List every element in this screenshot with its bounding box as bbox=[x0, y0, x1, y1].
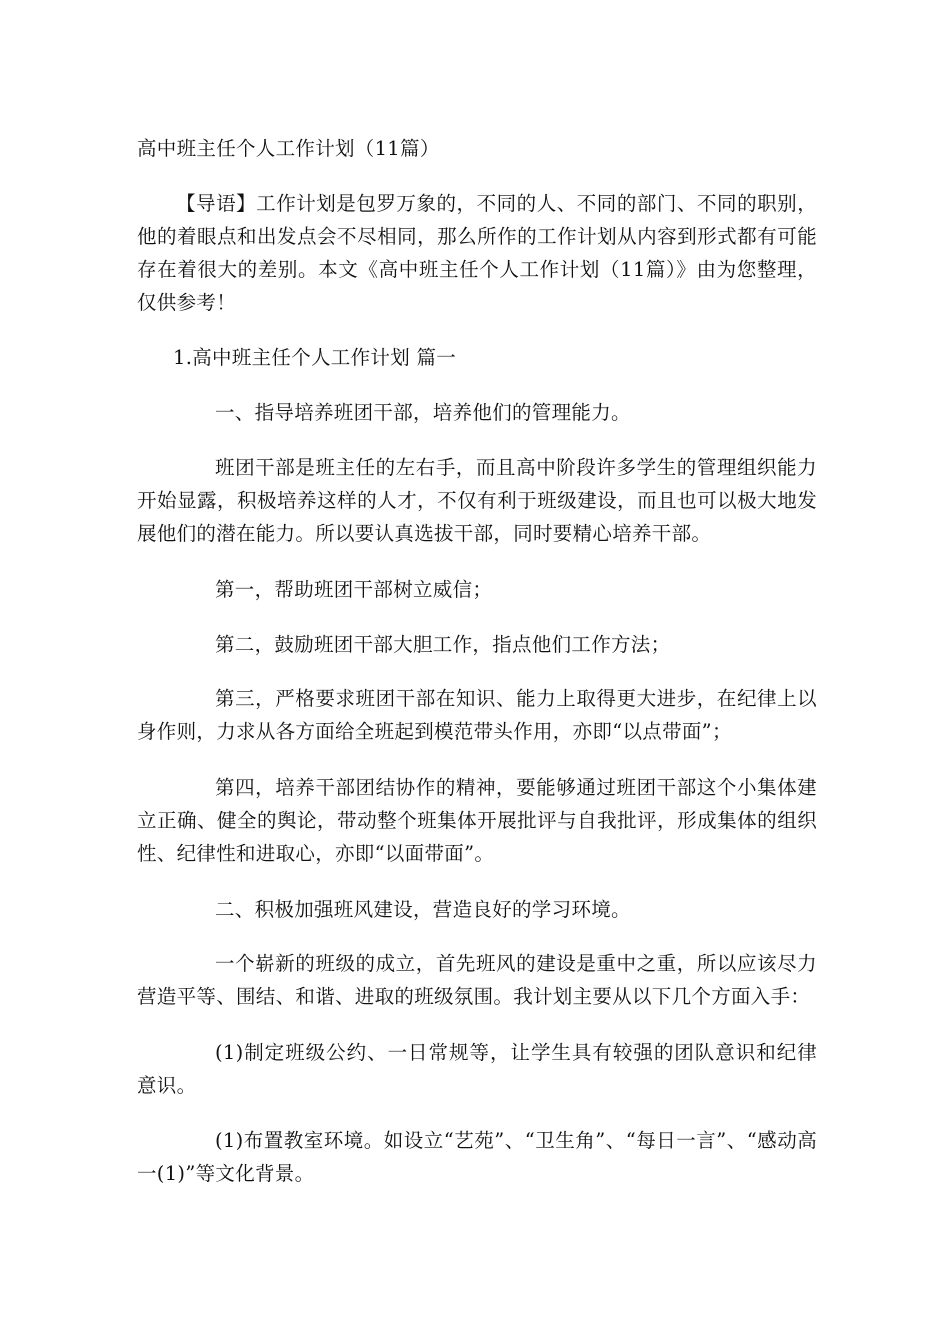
section-heading: 1.高中班主任个人工作计划 篇一 bbox=[173, 346, 457, 369]
intro-paragraph: 【导语】工作计划是包罗万象的，不同的人、不同的部门、不同的职别，他的着眼点和出发点会不尽相同，那么所作的工作计划从内容到形式都有可能存在着很大的差别。本文《高中班主任个人工作计划（11篇）》由为您整理，仅供参考！ bbox=[137, 192, 817, 314]
part1-heading: 一、指导培养班团干部，培养他们的管理能力。 bbox=[215, 401, 631, 424]
list-item-third: 第三，严格要求班团干部在知识、能力上取得更大进步，在纪律上以身作则，力求从各方面给全班起到模范带头作用，亦即“以点带面”； bbox=[137, 687, 817, 743]
measure-item: (1)布置教室环境。如设立“艺苑”、“卫生角”、“每日一言”、“感动高一(1)”等文化背景。 bbox=[137, 1129, 817, 1185]
part2-body-paragraph: 一个崭新的班级的成立，首先班风的建设是重中之重，所以应该尽力营造平等、围结、和谐、进取的班级氛围。我计划主要从以下几个方面入手： bbox=[137, 952, 817, 1008]
part1-body-paragraph: 班团干部是班主任的左右手，而且高中阶段许多学生的管理组织能力开始显露，积极培养这样的人才，不仅有利于班级建设，而且也可以极大地发展他们的潜在能力。所以要认真选拔干部，同时要精心培养干部。 bbox=[137, 456, 817, 545]
list-item-fourth: 第四，培养干部团结协作的精神，要能够通过班团干部这个小集体建立正确、健全的舆论，带动整个班集体开展批评与自我批评，形成集体的组织性、纪律性和进取心，亦即“以面带面”。 bbox=[137, 776, 817, 865]
document-title: 高中班主任个人工作计划（11篇） bbox=[137, 137, 440, 160]
part2-heading: 二、积极加强班风建设，营造良好的学习环境。 bbox=[215, 898, 631, 921]
list-item-second: 第二，鼓励班团干部大胆工作，指点他们工作方法； bbox=[215, 633, 671, 656]
measure-item: (1)制定班级公约、一日常规等，让学生具有较强的团队意识和纪律意识。 bbox=[137, 1041, 817, 1097]
list-item-first: 第一，帮助班团干部树立威信； bbox=[215, 578, 493, 601]
